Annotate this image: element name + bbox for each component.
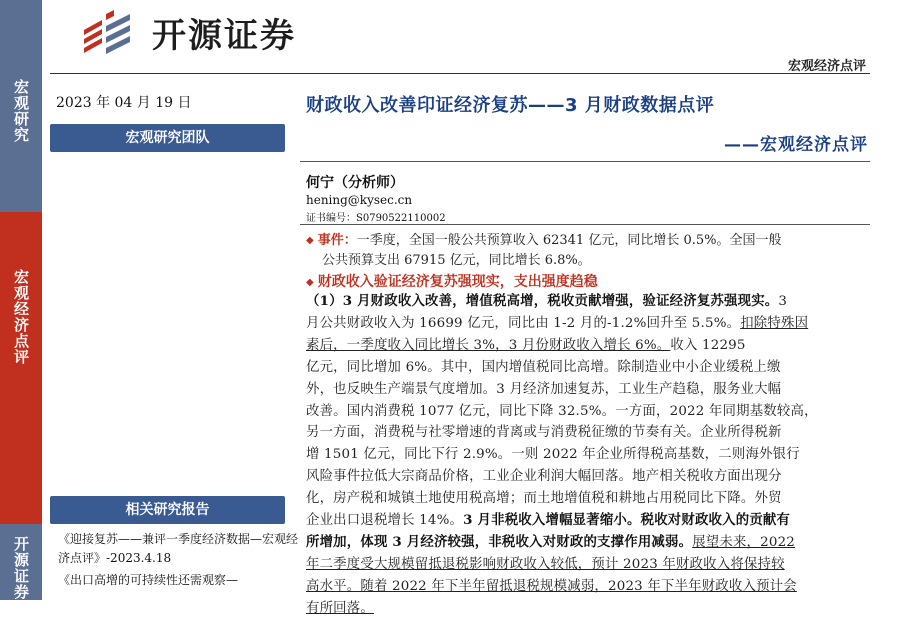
body-line	[306, 532, 871, 554]
event-summary	[306, 231, 871, 271]
strip-label-macro-review: 宏观经济点评	[12, 269, 30, 365]
body-line	[306, 335, 871, 357]
body-text: 月公共财政收入为 16699 亿元，同比由 1-2 月的-1.2%回升至 5.5%。	[306, 315, 741, 331]
analyst-email[interactable]: hening@kysec.cn	[306, 193, 413, 207]
team-label: 宏观研究团队	[50, 124, 285, 152]
title-divider	[300, 161, 870, 162]
report-date: 2023 年 04 月 19 日	[56, 95, 192, 111]
side-strip	[0, 0, 42, 600]
body-line: 增 1501 亿元，同比下行 2.9%。一则 2022 年企业所得税高基数，二则海外银行	[306, 447, 800, 463]
strip-label-macro-research: 宏观研究	[12, 79, 30, 143]
related-report-link[interactable]: 《迎接复苏——兼评一季度经济数据—宏观经济点评》-2023.4.18	[58, 532, 299, 565]
body-line	[306, 313, 871, 335]
strip-label-brand: 开源证券	[12, 535, 30, 600]
analyst-certificate: 证书编号：S0790522110002	[306, 213, 446, 224]
report-subtitle: ——宏观经济点评	[724, 135, 868, 155]
body-underlined: 扣除特殊因	[740, 315, 809, 331]
event-label: 事件：	[317, 233, 357, 248]
body-underlined: 展望未来，2022	[692, 534, 796, 550]
body-line: 有所回落。	[306, 600, 374, 616]
body-bold-lead: （1）3 月财政收入改善，增值税高增，税收贡献增强，验证经济复苏强现实。	[306, 293, 779, 309]
body-bold: 3 月非税收入增幅显著缩小。税收对财政收入的贡献有	[463, 512, 791, 529]
body-line	[306, 510, 871, 532]
logo-mark-icon	[80, 8, 142, 56]
related-report-link[interactable]: 《出口高增的可持续性还需观察—	[58, 573, 239, 587]
report-type-label: 宏观经济点评	[787, 59, 866, 74]
related-research-label: 相关研究报告	[50, 496, 285, 524]
body-bold: 所增加，体现 3 月经济较强，非税收入对财政的支撑作用减弱。	[306, 533, 693, 550]
brand-logo	[80, 8, 296, 56]
body-line	[306, 291, 871, 313]
section-heading-text: 财政收入验证经济复苏强现实，支出强度趋稳	[317, 274, 598, 290]
body-paragraph	[306, 291, 871, 620]
body-line: 改善。国内消费税 1077 亿元，同比下降 32.5%。一方面，2022 年同期基数较高，	[306, 403, 818, 419]
brand-name: 开源证券	[152, 15, 296, 56]
body-line: 亿元，同比增加 6%。其中，国内增值税同比高增。除制造业中小企业缓税上缴	[306, 359, 781, 375]
body-text: 3	[778, 294, 788, 309]
analyst-name: 何宁（分析师）	[306, 175, 404, 191]
header-divider	[50, 73, 870, 74]
report-title: 财政收入改善印证经济复苏——3 月财政数据点评	[306, 95, 715, 116]
event-text: 一季度，全国一般公共预算收入 62341 亿元，同比增长 0.5%。全国一般	[356, 233, 782, 248]
body-underlined: 素后，一季度收入同比增长 3%，3 月份财政收入增长 6%。	[306, 337, 671, 353]
section-heading	[306, 271, 598, 291]
body-line: 外，也反映生产端景气度增加。3 月经济加速复苏，工业生产趋稳，服务业大幅	[306, 381, 782, 397]
body-line: 年二季度受大规模留抵退税影响财政收入较低，预计 2023 年财政收入将保持较	[306, 556, 785, 572]
body-line: 另一方面，消费税与社零增速的背离或与消费税征缴的节奏有关。企业所得税新	[306, 425, 782, 441]
analyst-divider	[300, 224, 870, 225]
diamond-bullet-icon: ◆	[306, 235, 314, 246]
body-line: 化，房产税和城镇土地使用税高增；而土地增值税和耕地占用税同比下降。外贸	[306, 491, 782, 507]
body-text: 企业出口退税增长 14%。	[306, 513, 464, 529]
body-text: 收入 12295	[670, 337, 746, 353]
body-line: 风险事件拉低大宗商品价格，工业企业利润大幅回落。地产相关税收方面出现分	[306, 469, 782, 485]
diamond-bullet-icon: ◆	[306, 277, 314, 288]
event-text-continued: 公共预算支出 67915 亿元，同比增长 6.8%。	[322, 253, 591, 268]
body-line: 高水平。随着 2022 年下半年留抵退税规模减弱，2023 年下半年财政收入预计会	[306, 578, 797, 594]
